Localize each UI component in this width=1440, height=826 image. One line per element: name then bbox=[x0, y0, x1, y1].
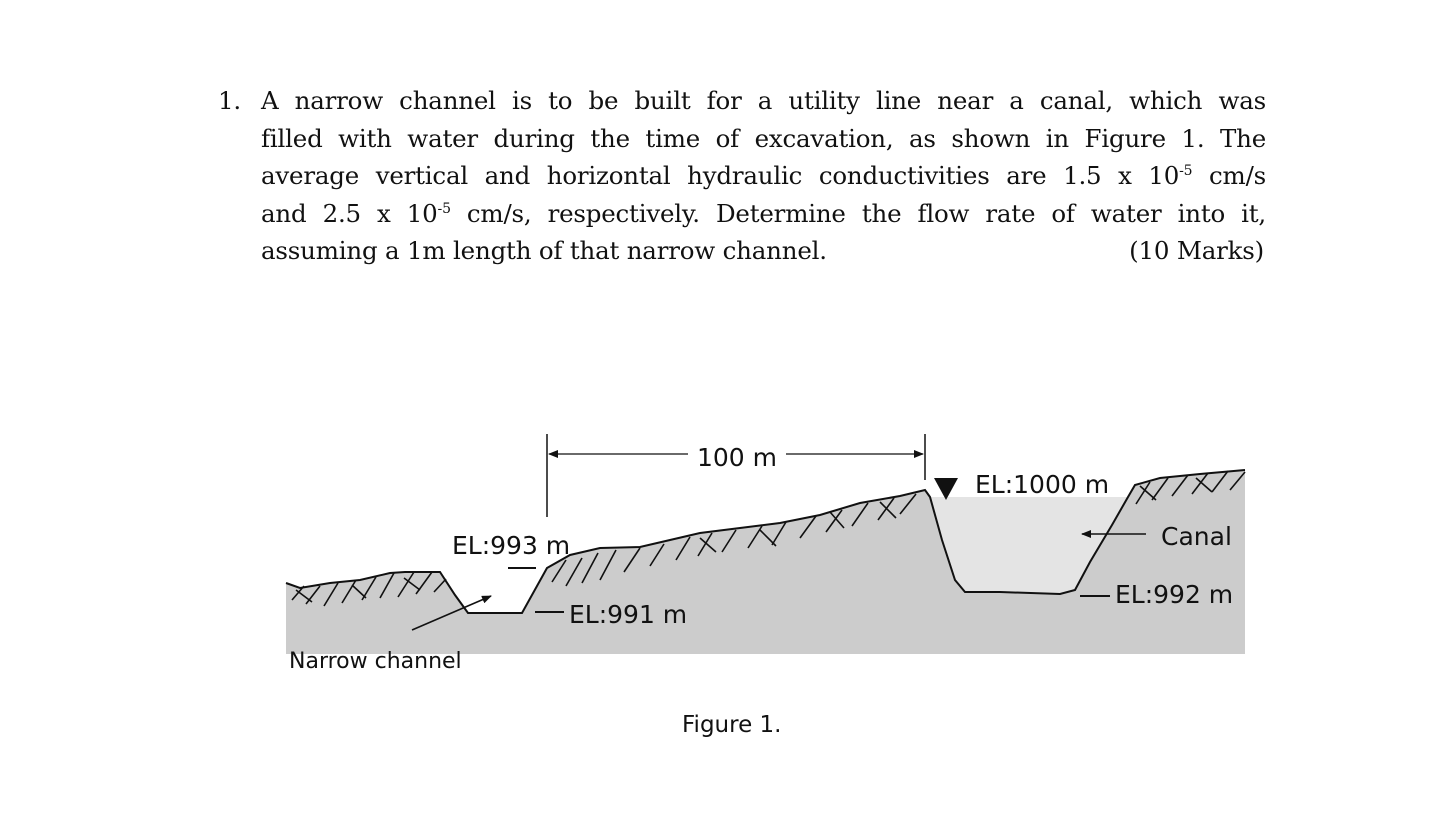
line4-text-b: cm/s, respectively. Determine the flow rate of water into it, bbox=[450, 198, 1266, 228]
line5-text: assuming a 1m length of that narrow channel. bbox=[261, 236, 827, 265]
label-el-993: EL:993 m bbox=[452, 531, 571, 560]
line3-text-b: cm/s bbox=[1192, 161, 1266, 190]
line3-exponent: -5 bbox=[1179, 163, 1193, 179]
line3-text-a: average vertical and horizontal hydraulic conductivities are 1.5 x 10 bbox=[261, 161, 1180, 190]
label-el-992: EL:992 m bbox=[1115, 580, 1234, 609]
marks-label: (10 Marks) bbox=[1129, 236, 1264, 265]
label-el-1000: EL:1000 m bbox=[975, 470, 1110, 499]
label-el-991: EL:991 m bbox=[569, 600, 688, 629]
label-narrow-channel: Narrow channel bbox=[289, 649, 462, 674]
question-line-1: A narrow channel is to be built for a utility line near a canal, which was bbox=[261, 86, 1266, 115]
line4-exponent: -5 bbox=[437, 200, 451, 217]
label-canal: Canal bbox=[1161, 522, 1232, 551]
figure-caption: Figure 1. bbox=[682, 712, 782, 738]
line4-text-a: and 2.5 x 10 bbox=[261, 198, 438, 228]
soil-body-right bbox=[1128, 470, 1245, 497]
question-line-2: filled with water during the time of excavation, as shown in Figure 1. The bbox=[261, 123, 1266, 153]
water-level-triangle-icon bbox=[934, 478, 958, 500]
question-number: 1. bbox=[218, 86, 241, 115]
dimension-label: 100 m bbox=[696, 443, 778, 472]
